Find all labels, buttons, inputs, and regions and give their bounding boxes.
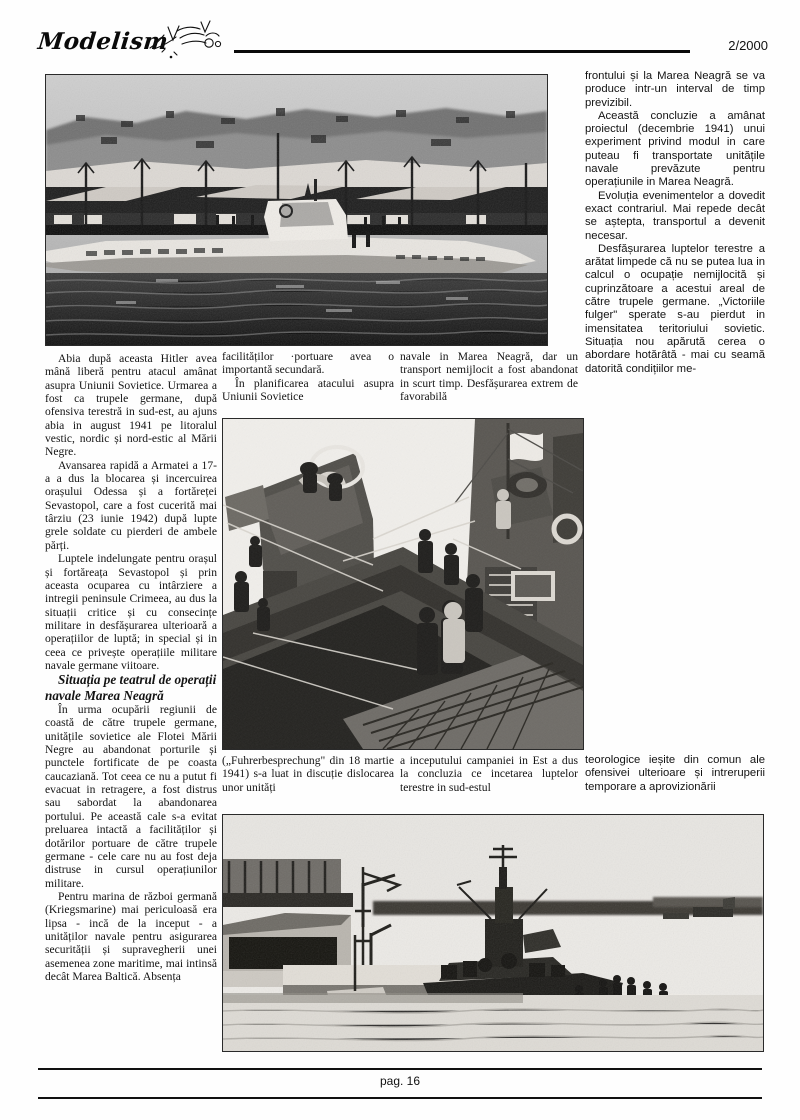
hand-drawn-scribble-icon [146,18,232,62]
paragraph: În planificarea atacului asupra Uniunii Sovietice [222,376,394,404]
paragraph: Pentru marina de război germană (Kriegsmarine) mai periculoasă era lipsa - incă de la inceput - a unităților navale pentru asigurarea securității și supravegherii unei asemenea zone maritime, mai intinsă decât Marea Baltică. Absența [45,889,217,983]
caption-text-right: teorologice ieșite din comun ale ofensivei ulterioare și intreruperii temporare a aprovizionării [585,754,765,793]
paragraph: Abia după aceasta Hitler avea mână liberă pentru atacul amânat asupra Uniunii Sovietice. Urmarea a fost ca trupele germane, după ofensiva terestră in sud-est, au ajuns abia in august 1941 pe litoralul vestic, nordic și nord-estic al Mării Negre. [45,352,217,459]
page-number: pag. 16 [379,1074,421,1088]
magazine-logo: Modelism [36,28,170,55]
paragraph: Această concluzie a amânat proiectul (decembrie 1941) unui experiment privind modul in care puteau fi transportate unitățile navale prevăzute pentru operațiunile in Marea Neagră. [585,109,765,189]
caption-text-left: („Fuhrerbesprechung" din 18 martie 1941) s-a luat in discuție dislocarea unor unități [222,754,394,794]
paragraph: Avansarea rapidă a Armatei a 17-a a dus la blocarea și incercuirea orașului Odessa și a fortăreței Sevastopol, care a fost cucerită mai târziu (23 iunie 1942) după lupte grele soldate cu pierderi de ambele părți. [45,458,217,552]
masthead [38,26,768,66]
text-column-1 [45,352,217,983]
section-heading: Situația pe teatrul de operații navale Marea Neagră [45,672,217,703]
footer-rule-bottom [38,1097,762,1099]
photo-harbour-warship [222,814,764,1052]
paragraph: Evoluția evenimentelor a dovedit exact contrariul. Mai repede decât se aștepta, transportul a devenit necesar. [585,189,765,242]
text-column-4 [585,70,765,376]
text-column-3 [400,350,578,403]
paragraph: Desfășurarea luptelor terestre a arătat limpede că nu se putea lua in calcul o ocupație nemijlocită și cuprinzătoare a acestui areal de către trupele germane. „Victoriile fulger" sperate s-au pierdut in imensitatea teritoriului sovietic. Situația nou apărută cerea o abordare hotărâtă - mai cu seamă datorită condițiilor me- [585,242,765,375]
paragraph: facilităților ·portuare avea o importantă secundară. [222,350,394,377]
footer-rule-top [38,1068,762,1070]
paragraph: Luptele indelungate pentru orașul și fortăreața Sevastopol și prin aceasta ocuparea cu intârziere a intregii peninsule Crimeea, au dus la situații critice și cu consecințe militare in desfășurarea ulterioară a operațiilor de luptă; in special și in ceea ce privește operațiile militare navale germane viitoare. [45,552,217,672]
text-column-2 [222,350,394,403]
photo-submarine-conning-tower-crew [222,418,584,750]
paragraph: frontului și la Marea Neagră se va produce intr-un interval de timp previzibil. [585,70,765,109]
masthead-divider-rule [234,50,690,53]
paragraph: În urma ocupării regiunii de coastă de către trupele germane, unitățile sovietice ale Flotei Mării Negre au abandonat porturile și punctele fortificate de pe coasta caucaziană. Tot ceea ce nu a putut fi evacuat in retragere, a fost distrus sau sabordat la abandonarea portului. Pe această cale s-a evitat preluarea intactă a facilităților și dotărilor portuare de către trupele germane - cele care nu au fost deja distruse in cursul operațiunilor militare. [45,703,217,890]
issue-number: 2/2000 [728,38,768,53]
paragraph: navale in Marea Neagră, dar un transport nemijlocit a fost abandonat in scurt timp. Desfășurarea extrem de favorabilă [400,350,578,404]
photo-submarine-at-quay [45,74,548,346]
caption-text-middle: a inceputului campaniei in Est a dus la concluzia ce incetarea luptelor terestre in sud-estul [400,754,578,794]
